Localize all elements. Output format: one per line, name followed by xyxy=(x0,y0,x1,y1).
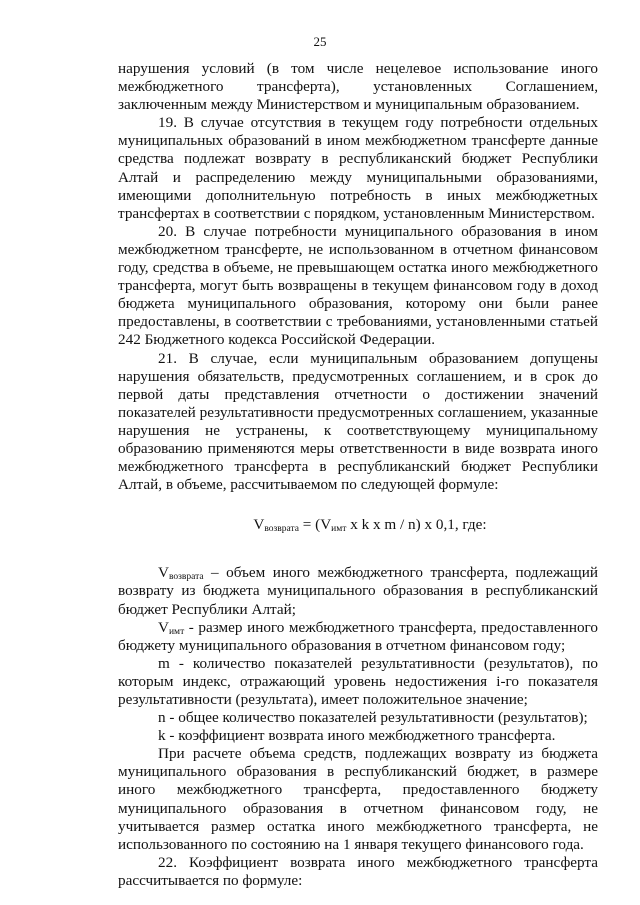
definition-subscript: возврата xyxy=(168,572,204,583)
definition-subscript: имт xyxy=(168,626,185,637)
definition-n: n - общее количество показателей результативности (результатов); xyxy=(158,709,588,727)
formula-eq: = (V xyxy=(298,516,332,534)
paragraph-continuation: нарушения условий (в том числе нецелевое использование иного межбюджетного трансферта), установленных Соглашением, заключенным между Министерством и муниципальным образованием. xyxy=(118,60,598,114)
definition-symbol: V xyxy=(158,564,169,582)
paragraph-21: 21. В случае, если муниципальным образованием допущены нарушения обязательств, предусмотренных соглашением, и в срок до первой даты представления отчетности о достижении значений показателей результативности предусмотренных соглашением, указанные нарушения не устранены, к соответствующему муниципальному образованию применяются меры ответственности в виде возврата иного межбюджетного трансферта в республиканский бюджет Республики Алтай, в объеме, рассчитываемом по следующей формуле: xyxy=(118,349,598,494)
formula-sub-return: возврата xyxy=(264,524,299,535)
definition-v-imt xyxy=(118,619,598,655)
definition-text: - размер иного межбюджетного трансферта, предоставленного бюджету муниципального образования в отчетном финансовом году; xyxy=(118,618,598,654)
page-number: 25 xyxy=(313,34,327,49)
document-body xyxy=(118,60,598,890)
paragraph-20: 20. В случае потребности муниципального образования в ином межбюджетном трансферте, не использованном в отчетном финансовом году, средства в объеме, не превышающем остатка иного межбюджетного трансферта, могут быть возвращены в текущем финансовом году в доход бюджета муниципального образования, которому они были ранее предоставлены, в соответствии с требованиями, установленными статьей 242 Бюджетного кодекса Российской Федерации. xyxy=(118,222,598,349)
formula-v: V xyxy=(253,516,265,534)
definition-symbol: V xyxy=(158,618,169,636)
paragraph-calculation-note: При расчете объема средств, подлежащих возврату из бюджета муниципального образования в республиканский бюджет, в размере иного межбюджетного трансферта, предоставленного бюджету муниципального образования в отчетном финансовом году, не учитывается размер остатка иного межбюджетного трансферта, не использованного по состоянию на 1 января текущего финансового года. xyxy=(118,745,598,853)
paragraph-19: 19. В случае отсутствия в текущем году потребности отдельных муниципальных образований в ином межбюджетном трансферте данные средства подлежат возврату в республиканский бюджет Республики Алтай и распределению между муниципальными образованиями, имеющими дополнительную потребность в иных межбюджетных трансфертах в соответствии с порядком, установленным Министерством. xyxy=(118,114,598,222)
paragraph-22: 22. Коэффициент возврата иного межбюджетного трансферта рассчитывается по формуле: xyxy=(118,853,598,889)
formula-sub-imt: имт xyxy=(331,524,347,535)
definition-v-return xyxy=(118,564,598,618)
formula-rest: x k x m / n) x 0,1, где: xyxy=(346,516,487,534)
definition-m: m - количество показателей результативности (результатов), по которым индекс, отражающий уровень недостижения i-го показателя результативности (результата), имеет положительное значение; xyxy=(118,654,598,708)
definition-text: – объем иного межбюджетного трансферта, подлежащий возврату из бюджета муниципального образования в республиканский бюджет Республики Алтай; xyxy=(118,564,598,618)
return-formula xyxy=(118,516,598,534)
definition-k: k - коэффициент возврата иного межбюджетного трансферта. xyxy=(158,727,556,745)
